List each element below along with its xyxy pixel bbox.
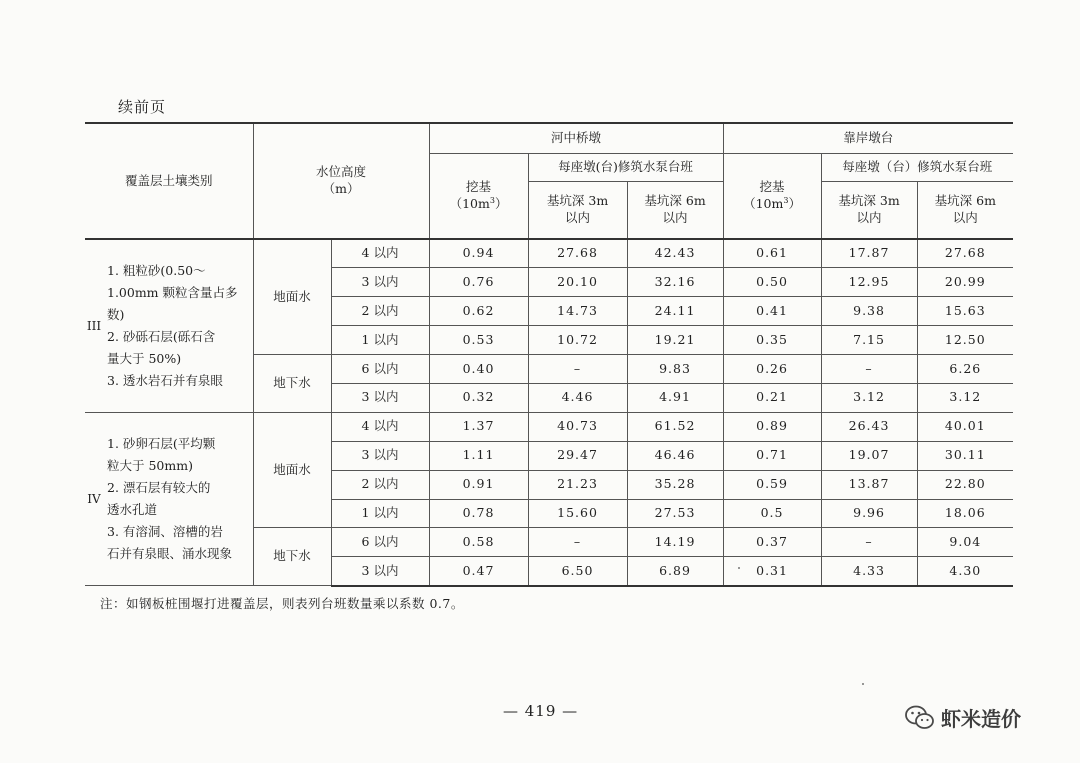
description-line: 2. 砂砾石层(砾石含	[107, 328, 216, 344]
description-line: 透水孔道	[107, 502, 158, 518]
page-number: — 419 —	[503, 702, 579, 720]
description-line: 量大于 50%)	[107, 350, 182, 366]
soil-class-number: IV	[85, 412, 103, 585]
scan-speck	[738, 567, 740, 569]
description-line: 粒大于 50mm)	[107, 458, 193, 474]
value-cell: 0.76	[429, 268, 528, 297]
water-level-cell: 4 以内	[331, 239, 429, 268]
header-water-level-label: 水位高度	[316, 164, 367, 180]
value-cell: 13.87	[821, 470, 917, 499]
description-line: 3. 有溶洞、溶槽的岩	[107, 523, 223, 539]
value-cell: 0.47	[429, 557, 528, 586]
value-cell: 1.37	[429, 412, 528, 441]
water-level-cell: 6 以内	[331, 528, 429, 557]
value-cell: 0.35	[723, 326, 821, 355]
value-cell: 0.26	[723, 355, 821, 384]
header-pit-3m-river: 基坑深 3m 以内	[528, 181, 627, 239]
scan-speck	[862, 683, 864, 685]
value-cell: 7.15	[821, 326, 917, 355]
value-cell: 0.50	[723, 268, 821, 297]
water-level-cell: 3 以内	[331, 268, 429, 297]
header-group-bank-pier: 靠岸墩台	[723, 123, 1013, 153]
value-cell: 4.33	[821, 557, 917, 586]
value-cell: 14.19	[627, 528, 723, 557]
value-cell: 0.91	[429, 470, 528, 499]
value-cell: 0.78	[429, 499, 528, 528]
description-line: 1.00mm 颗粒含量占多	[107, 285, 238, 301]
table-body	[85, 239, 1013, 586]
soil-class-description	[103, 412, 253, 585]
water-type-label: 地下水	[253, 528, 331, 586]
value-cell: 32.16	[627, 268, 723, 297]
description-line: 1. 砂卵石层(平均颗	[107, 436, 216, 452]
soil-class-number: III	[85, 239, 103, 412]
value-cell: 27.68	[528, 239, 627, 268]
value-cell: 61.52	[627, 412, 723, 441]
value-cell: 15.63	[917, 297, 1013, 326]
value-cell: 0.5	[723, 499, 821, 528]
header-pit-3m-bank: 基坑深 3m 以内	[821, 181, 917, 239]
value-cell: 19.21	[627, 326, 723, 355]
water-level-cell: 1 以内	[331, 326, 429, 355]
value-cell: 4.30	[917, 557, 1013, 586]
value-cell: –	[821, 355, 917, 384]
water-level-cell: 3 以内	[331, 383, 429, 412]
water-level-cell: 4 以内	[331, 412, 429, 441]
value-cell: 0.62	[429, 297, 528, 326]
table-footnote: 注：如钢板桩围堰打进覆盖层，则表列台班数量乘以系数 0.7。	[100, 596, 464, 611]
value-cell: 18.06	[917, 499, 1013, 528]
value-cell: 40.01	[917, 412, 1013, 441]
description-line: 数)	[107, 307, 125, 323]
description-line: 3. 透水岩石并有泉眼	[107, 372, 223, 388]
value-cell: 3.12	[821, 383, 917, 412]
water-level-cell: 3 以内	[331, 557, 429, 586]
value-cell: 27.68	[917, 239, 1013, 268]
value-cell: 29.47	[528, 441, 627, 470]
value-cell: –	[528, 355, 627, 384]
header-pit-6m-river: 基坑深 6m 以内	[627, 181, 723, 239]
description-line: 1. 粗粒砂(0.50～	[107, 263, 206, 279]
value-cell: 26.43	[821, 412, 917, 441]
header-dig-unit: $(10m^3)$	[449, 195, 508, 211]
value-cell: 1.11	[429, 441, 528, 470]
value-cell: 0.58	[429, 528, 528, 557]
value-cell: 40.73	[528, 412, 627, 441]
value-cell: 17.87	[821, 239, 917, 268]
header-dig-river	[429, 153, 528, 239]
value-cell: 9.04	[917, 528, 1013, 557]
value-cell: 0.89	[723, 412, 821, 441]
value-cell: 6.26	[917, 355, 1013, 384]
water-level-cell: 3 以内	[331, 441, 429, 470]
value-cell: 35.28	[627, 470, 723, 499]
value-cell: 0.21	[723, 383, 821, 412]
value-cell: 15.60	[528, 499, 627, 528]
water-level-cell: 2 以内	[331, 297, 429, 326]
value-cell: 4.46	[528, 383, 627, 412]
water-level-cell: 2 以内	[331, 470, 429, 499]
header-group-river-pier: 河中桥墩	[429, 123, 723, 153]
value-cell: 10.72	[528, 326, 627, 355]
quota-table	[85, 122, 1013, 587]
continued-heading: 续前页	[118, 98, 167, 116]
header-soil-category: 覆盖层土壤类别	[85, 123, 253, 239]
value-cell: 22.80	[917, 470, 1013, 499]
value-cell: –	[821, 528, 917, 557]
value-cell: 24.11	[627, 297, 723, 326]
table-row	[85, 412, 1013, 441]
watermark	[905, 703, 1021, 732]
header-dig-label: 挖基	[759, 178, 785, 194]
header-dig-unit: $(10m^3)$	[743, 195, 801, 211]
value-cell: 12.95	[821, 268, 917, 297]
table-row	[85, 239, 1013, 268]
header-dig-bank	[723, 153, 821, 239]
value-cell: 20.10	[528, 268, 627, 297]
header-pump-shifts-bank: 每座墩（台）修筑水泵台班	[821, 153, 1013, 181]
header-dig-label: 挖基	[466, 178, 492, 194]
value-cell: 21.23	[528, 470, 627, 499]
header-pump-shifts-river: 每座墩(台)修筑水泵台班	[528, 153, 723, 181]
value-cell: –	[528, 528, 627, 557]
water-level-cell: 6 以内	[331, 355, 429, 384]
value-cell: 0.37	[723, 528, 821, 557]
value-cell: 3.12	[917, 383, 1013, 412]
value-cell: 0.94	[429, 239, 528, 268]
value-cell: 9.83	[627, 355, 723, 384]
value-cell: 0.61	[723, 239, 821, 268]
value-cell: 0.53	[429, 326, 528, 355]
value-cell: 27.53	[627, 499, 723, 528]
value-cell: 19.07	[821, 441, 917, 470]
value-cell: 30.11	[917, 441, 1013, 470]
value-cell: 20.99	[917, 268, 1013, 297]
value-cell: 9.38	[821, 297, 917, 326]
value-cell: 6.89	[627, 557, 723, 586]
value-cell: 42.43	[627, 239, 723, 268]
value-cell: 0.41	[723, 297, 821, 326]
description-line: 石并有泉眼、涌水现象	[107, 545, 233, 561]
value-cell: 0.32	[429, 383, 528, 412]
header-water-level	[253, 123, 429, 239]
water-type-label: 地面水	[253, 412, 331, 528]
value-cell: 6.50	[528, 557, 627, 586]
water-level-cell: 1 以内	[331, 499, 429, 528]
water-type-label: 地面水	[253, 239, 331, 355]
watermark-text: 虾米造价	[941, 707, 1021, 731]
value-cell: 14.73	[528, 297, 627, 326]
value-cell: 9.96	[821, 499, 917, 528]
header-pit-6m-bank: 基坑深 6m 以内	[917, 181, 1013, 239]
wechat-icon	[905, 705, 935, 731]
value-cell: 0.31	[723, 557, 821, 586]
value-cell: 0.59	[723, 470, 821, 499]
value-cell: 0.40	[429, 355, 528, 384]
value-cell: 46.46	[627, 441, 723, 470]
header-water-level-unit: （m）	[322, 181, 360, 196]
description-line: 2. 漂石层有较大的	[107, 480, 211, 496]
value-cell: 12.50	[917, 326, 1013, 355]
water-type-label: 地下水	[253, 355, 331, 413]
soil-class-description	[103, 239, 253, 412]
value-cell: 4.91	[627, 383, 723, 412]
value-cell: 0.71	[723, 441, 821, 470]
